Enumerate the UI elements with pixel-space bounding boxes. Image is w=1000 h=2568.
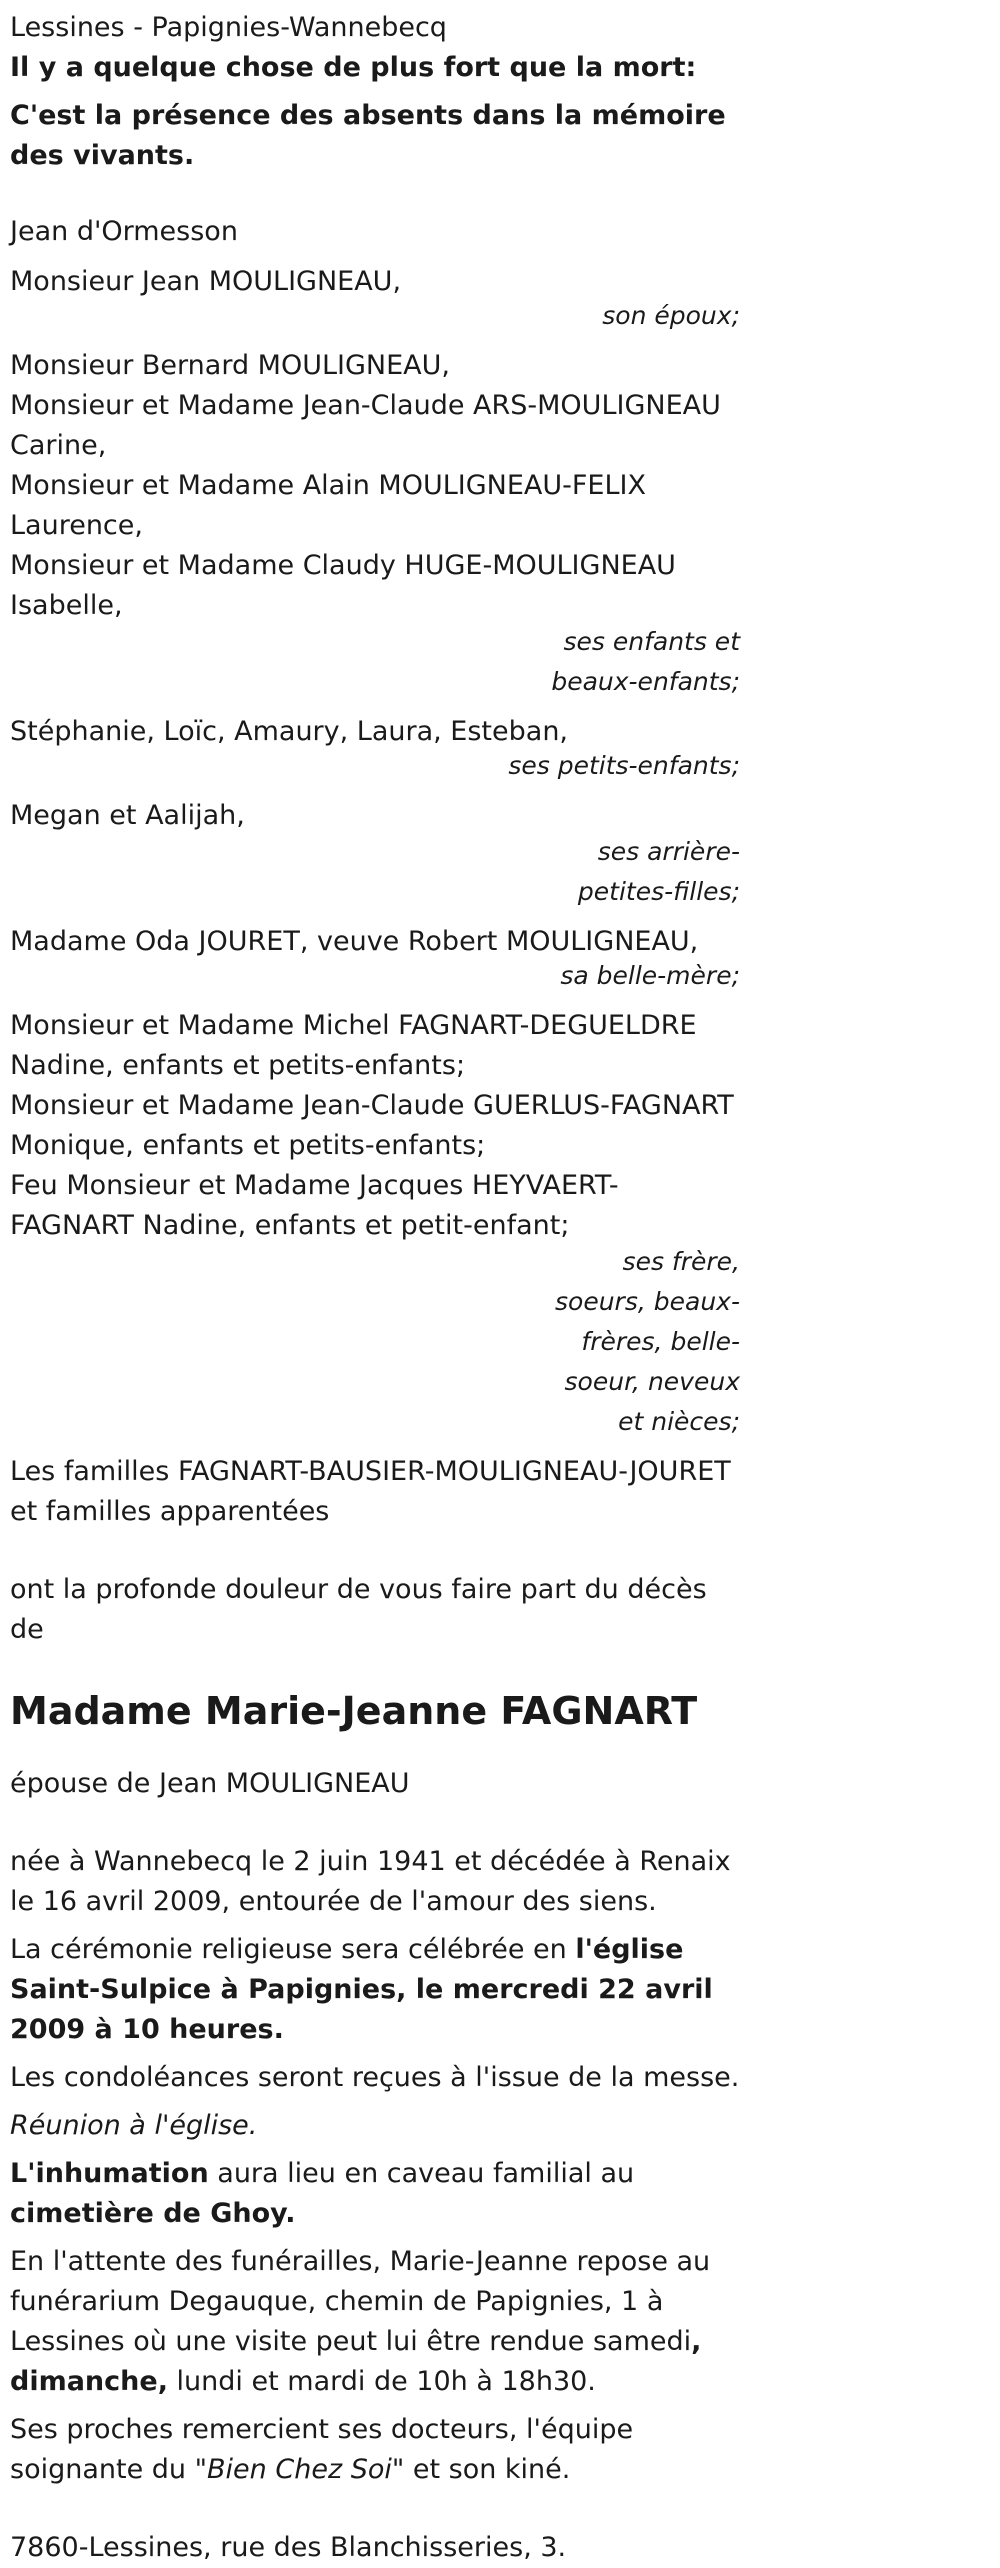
- mourner-name: Feu Monsieur et Madame Jacques HEYVAERT-FAGNART Nadine, enfants et petit-enfant;: [10, 1170, 619, 1241]
- ceremony-prefix: La cérémonie religieuse sera célébrée en: [10, 1934, 576, 1965]
- reunion-line: Réunion à l'église.: [10, 2110, 258, 2141]
- thanks-line: [10, 2410, 740, 2490]
- mourner-group: [10, 262, 740, 336]
- visit-prefix: En l'attente des funérailles, Marie-Jeanne repose au funérarium Degauque, chemin de Papignies, 1 à Lessines où une visite peut lui être rendue samedi: [10, 2246, 711, 2357]
- mourner-name: Monsieur Bernard MOULIGNEAU,: [10, 350, 450, 381]
- thanks-suffix: " et son kiné.: [391, 2454, 571, 2485]
- quote-line-2: C'est la présence des absents dans la mémoire des vivants.: [10, 100, 726, 171]
- mourner-name: Stéphanie, Loïc, Amaury, Laura, Esteban,: [10, 716, 569, 747]
- mourner-name: Monsieur et Madame Claudy HUGE-MOULIGNEAU Isabelle,: [10, 550, 676, 621]
- visit-line: [10, 2242, 740, 2402]
- mourner-group: [10, 1006, 740, 1442]
- condolences-line: Les condoléances seront reçues à l'issue de la messe.: [10, 2062, 740, 2093]
- burial-cemetery: cimetière de Ghoy.: [10, 2198, 296, 2229]
- mourner-name: Megan et Aalijah,: [10, 800, 245, 831]
- visit-suffix: lundi et mardi de 10h à 18h30.: [167, 2366, 596, 2397]
- mourner-relation: ses enfants et beaux-enfants;: [551, 627, 740, 696]
- mourner-name: Monsieur et Madame Jean-Claude GUERLUS-FAGNART Monique, enfants et petits-enfants;: [10, 1090, 734, 1161]
- ceremony-details: l'église Saint-Sulpice à Papignies, le mercredi 22 avril 2009 à 10 heures.: [10, 1934, 713, 2045]
- burial-middle: aura lieu en caveau familial au: [208, 2158, 635, 2189]
- mourner-relation: ses arrière-petites-filles;: [577, 837, 740, 906]
- spouse-line: épouse de Jean MOULIGNEAU: [10, 1768, 410, 1799]
- location-heading: Lessines - Papignies-Wannebecq: [10, 12, 447, 43]
- families-line: Les familles FAGNART-BAUSIER-MOULIGNEAU-JOURET et familles apparentées: [10, 1456, 731, 1527]
- mourner-group: [10, 712, 740, 786]
- mourner-name: Madame Oda JOURET, veuve Robert MOULIGNEAU,: [10, 926, 699, 957]
- deceased-name: Madame Marie-Jeanne FAGNART: [10, 1689, 698, 1733]
- mourner-relation: son époux;: [602, 301, 740, 330]
- mourner-group: [10, 346, 740, 702]
- thanks-italic: Bien Chez Soi: [207, 2454, 392, 2485]
- mourner-relation: sa belle-mère;: [560, 961, 740, 990]
- mourner-name: Monsieur Jean MOULIGNEAU,: [10, 266, 402, 297]
- birth-death-line: née à Wannebecq le 2 juin 1941 et décédée à Renaix le 16 avril 2009, entourée de l'amour des siens.: [10, 1846, 731, 1917]
- burial-label: L'inhumation: [10, 2158, 209, 2189]
- mourner-name: Monsieur et Madame Michel FAGNART-DEGUELDRE Nadine, enfants et petits-enfants;: [10, 1010, 697, 1081]
- quote-author: Jean d'Ormesson: [10, 216, 238, 247]
- address-line: 7860-Lessines, rue des Blanchisseries, 3.: [10, 2532, 567, 2563]
- mourner-name: Monsieur et Madame Alain MOULIGNEAU-FELIX Laurence,: [10, 470, 646, 541]
- burial-line: [10, 2154, 740, 2234]
- ceremony-line: [10, 1930, 740, 2050]
- visit-bold-day: , dimanche,: [10, 2326, 702, 2397]
- mourner-relation: ses frère, soeurs, beaux-frères, belle-soeur, neveux et nièces;: [555, 1247, 740, 1436]
- mourner-group: [10, 922, 740, 996]
- mourner-group: [10, 796, 740, 912]
- mourner-relation: ses petits-enfants;: [508, 751, 740, 780]
- quote-line-1: Il y a quelque chose de plus fort que la mort:: [10, 52, 697, 83]
- thanks-prefix: Ses proches remercient ses docteurs, l'équipe soignante du ": [10, 2414, 634, 2485]
- mourner-name: Monsieur et Madame Jean-Claude ARS-MOULIGNEAU Carine,: [10, 390, 721, 461]
- announcement-line: ont la profonde douleur de vous faire part du décès de: [10, 1574, 707, 1645]
